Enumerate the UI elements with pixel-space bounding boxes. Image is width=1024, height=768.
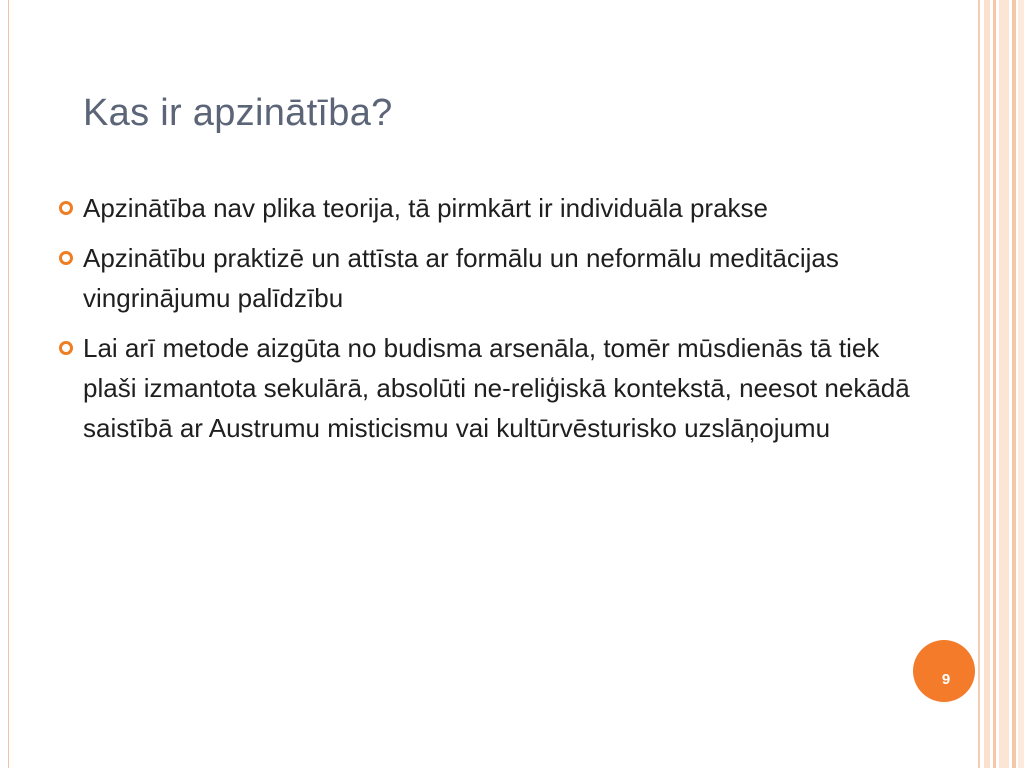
right-decor-stripe: [1012, 0, 1016, 768]
page-number: 9: [941, 671, 951, 688]
ring-bullet-icon: [59, 341, 73, 355]
bullet-item: [58, 328, 938, 448]
bullet-text: Apzinātību praktizē un attīsta ar formālu un neformālu meditācijas vingrinājumu palīdzību: [83, 243, 839, 313]
ring-bullet-icon: [59, 201, 73, 215]
right-decor-stripe: [1018, 0, 1024, 768]
ring-bullet-icon: [59, 251, 73, 265]
page-number-badge: [913, 640, 975, 702]
bullet-item: [58, 188, 938, 228]
left-border-line: [8, 0, 9, 768]
bullet-item: [58, 238, 938, 318]
bullet-text: Apzinātība nav plika teorija, tā pirmkārt ir individuāla prakse: [83, 193, 769, 223]
right-decor-stripe: [999, 0, 1009, 768]
bullet-text: Lai arī metode aizgūta no budisma arsenāla, tomēr mūsdienās tā tiek plaši izmantota sekulārā, absolūti ne-reliģiskā kontekstā, neesot nekādā saistībā ar Austrumu misticismu vai kultūrvēsturisko uzslāņojumu: [83, 333, 910, 443]
right-decor-stripe: [984, 0, 990, 768]
right-decor-stripe: [993, 0, 996, 768]
right-decor-stripe: [978, 0, 980, 768]
slide-title: Kas ir apzinātība?: [83, 92, 393, 134]
bullet-list: [58, 188, 938, 458]
